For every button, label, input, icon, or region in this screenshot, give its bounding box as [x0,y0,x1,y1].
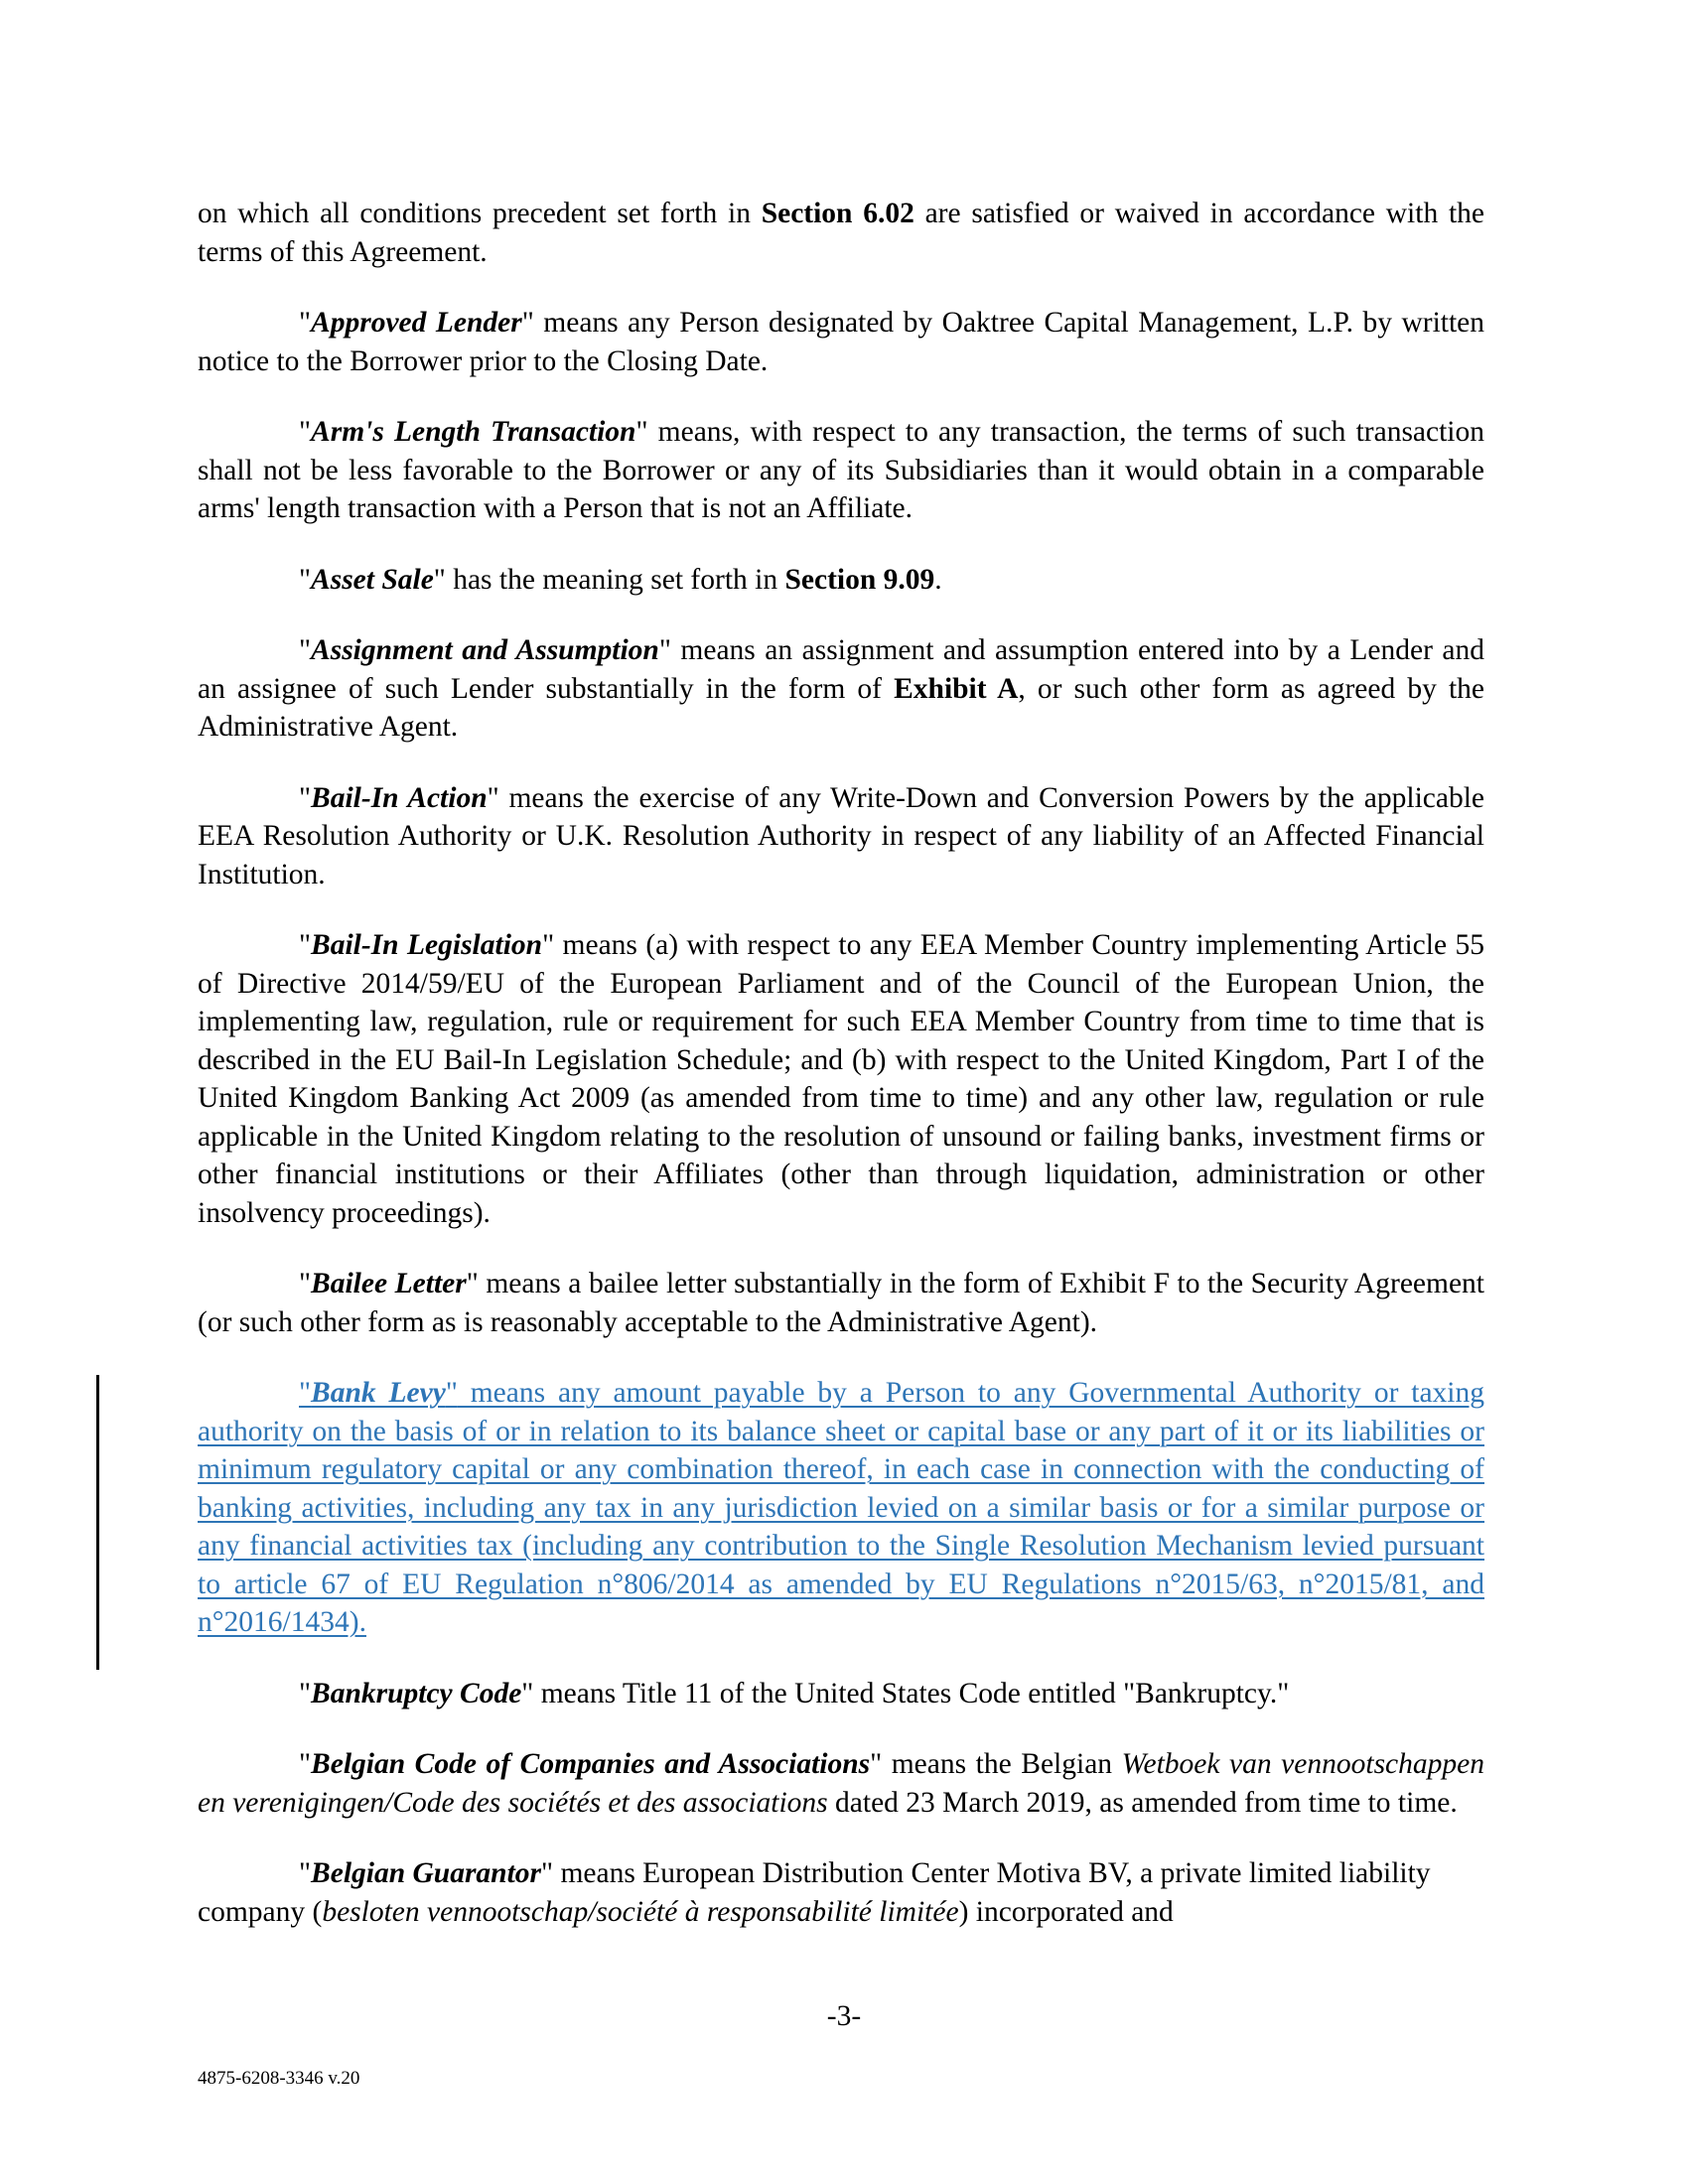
document-body [198,195,1484,1964]
definition-bail-in-legislation: "Bail-In Legislation" means (a) with respect to any EEA Member Country implementing Article 55 of Directive 2014/59/EU of the European Parliament and of the Council of the European Union, the implementing law, regulation, rule or requirement for such EEA Member Country from time to time that is described in the EU Bail-In Legislation Schedule; and (b) with respect to the United Kingdom, Part I of the United Kingdom Banking Act 2009 (as amended from time to time) and any other law, regulation or rule applicable in the United Kingdom relating to the resolution of unsound or failing banks, investment firms or other financial institutions or their Affiliates (other than through liquidation, administration or other insolvency proceedings). [198,929,1484,1229]
definition-bail-in-action: "Bail-In Action" means the exercise of any Write-Down and Conversion Powers by the applicable EEA Resolution Authority or U.K. Resolution Authority in respect of any liability of an Affected Financial Institution. [198,781,1484,890]
definition-bankruptcy-code: "Bankruptcy Code" means Title 11 of the United States Code entitled "Bankruptcy." [299,1677,1290,1709]
paragraph-continuation: on which all conditions precedent set forth in Section 6.02 are satisfied or waived in accordance with the terms of this Agreement. [198,198,1484,268]
change-bar [96,1375,99,1670]
definition-belgian-guarantor: "Belgian Guarantor" means European Distribution Center Motiva BV, a private limited liability company (besloten vennootschap/société à responsabilité limitée) incorporated and [198,1857,1431,1928]
definition-bailee-letter: "Bailee Letter" means a bailee letter substantially in the form of Exhibit F to the Security Agreement (or such other form as is reasonably acceptable to the Administrative Agent). [198,1268,1484,1338]
definition-asset-sale: "Asset Sale" has the meaning set forth in Section 9.09. [299,563,942,596]
definition-assignment-and-assumption: "Assignment and Assumption" means an assignment and assumption entered into by a Lender and an assignee of such Lender substantially in the form of Exhibit A, or such other form as agreed by the Administrative Agent. [198,634,1485,743]
definition-bank-levy-inserted: "Bank Levy" means any amount payable by a Person to any Governmental Authority or taxing authority on the basis of or in relation to its balance sheet or capital base or any part of it or its liabilities or minimum regulatory capital or any combination thereof, in each case in connection with the conducting of banking activities, including any tax in any jurisdiction levied on a similar basis or for a similar purpose or any financial activities tax (including any contribution to the Single Resolution Mechanism levied pursuant to article 67 of EU Regulation n°806/2014 as amended by EU Regulations n°2015/63, n°2015/81, and n°2016/1434). [198,1377,1484,1638]
definition-arms-length-transaction: "Arm's Length Transaction" means, with respect to any transaction, the terms of such transaction shall not be less favorable to the Borrower or any of its Subsidiaries than it would obtain in a comparable arms' length transaction with a Person that is not an Affiliate. [198,416,1485,524]
definition-approved-lender: "Approved Lender" means any Person designated by Oaktree Capital Management, L.P. by written notice to the Borrower prior to the Closing Date. [198,307,1485,377]
definition-belgian-code: "Belgian Code of Companies and Associations" means the Belgian Wetboek van vennootschappen en verenigingen/Code des sociétés et des associations dated 23 March 2019, as amended from time to time. [198,1748,1484,1819]
page-number: -3- [826,2000,862,2032]
document-id: 4875-6208-3346 v.20 [198,2068,360,2089]
